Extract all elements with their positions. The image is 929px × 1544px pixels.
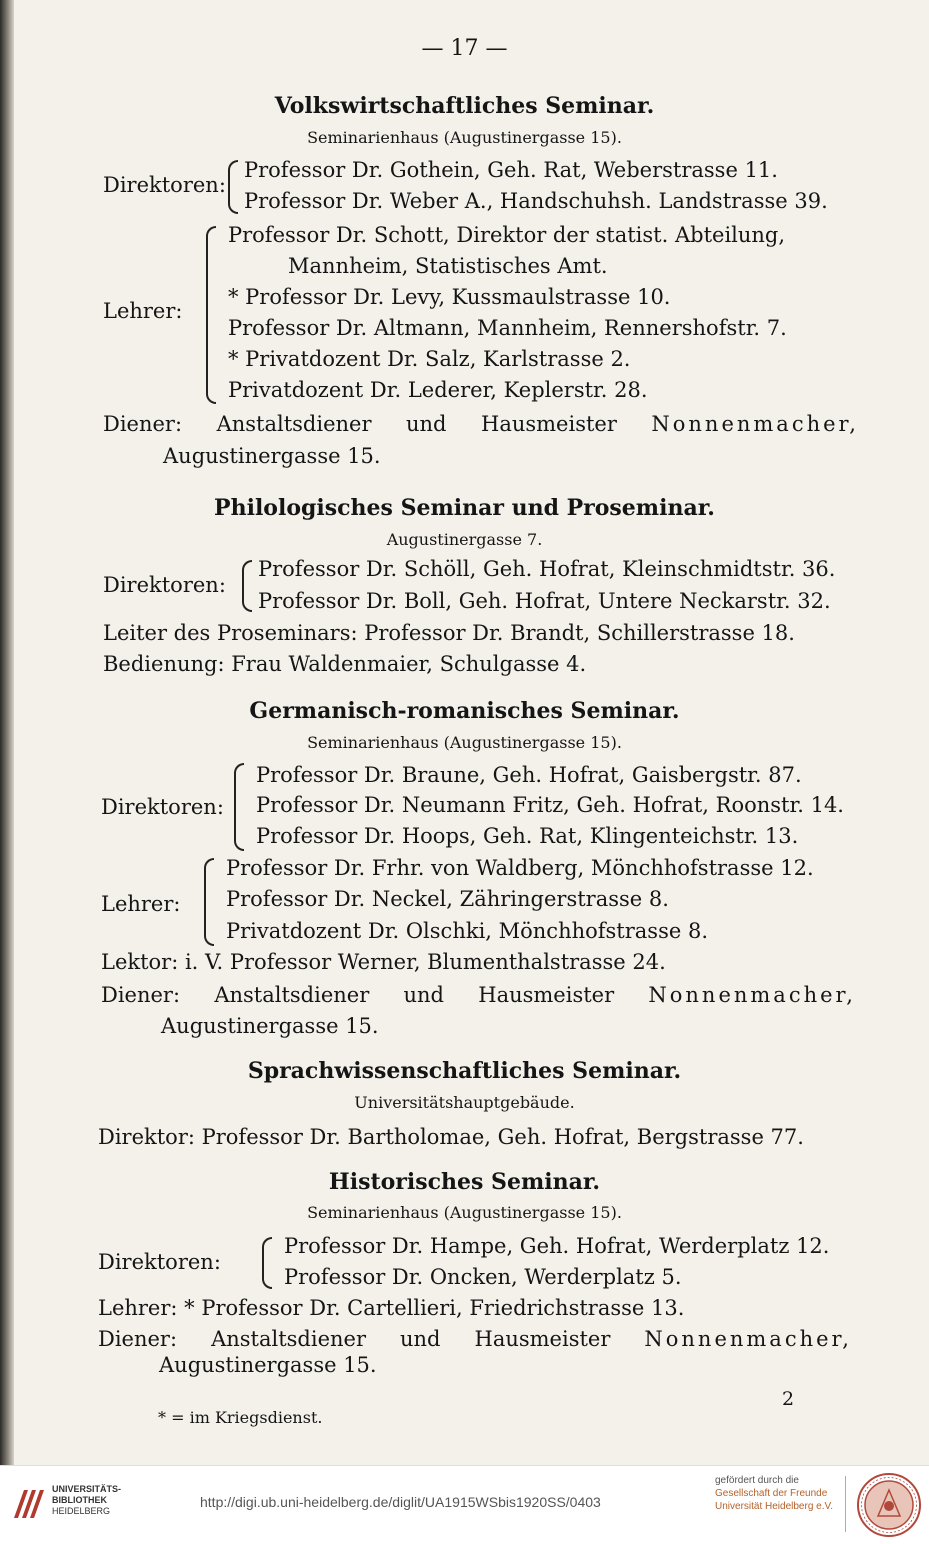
diener-word: Anstaltsdiener	[211, 1327, 366, 1351]
bedienung-line: Bedienung: Frau Waldenmaier, Schulgasse 4.	[103, 652, 587, 676]
lehrer-entry: * Privatdozent Dr. Salz, Karlstrasse 2.	[228, 347, 631, 371]
direktoren-label: Direktoren:	[101, 795, 224, 819]
section-location: Universitätshauptgebäude.	[354, 1093, 575, 1112]
diener-word: Diener:	[101, 983, 181, 1007]
section-title: Volkswirtschaftliches Seminar.	[274, 93, 655, 119]
library-name-line: UNIVERSITÄTS-	[52, 1484, 122, 1494]
brace	[204, 858, 214, 946]
signature-mark: 2	[782, 1388, 795, 1410]
lehrer-entry: Professor Dr. Neckel, Zähringerstrasse 8.	[226, 887, 669, 911]
section-location: Seminarienhaus (Augustinergasse 15).	[307, 1203, 622, 1222]
direktor-entry: Professor Dr. Neumann Fritz, Geh. Hofrat, Roonstr. 14.	[256, 793, 844, 817]
lehrer-entry: Privatdozent Dr. Lederer, Keplerstr. 28.	[228, 378, 648, 402]
leiter-line: Leiter des Proseminars: Professor Dr. Brandt, Schillerstrasse 18.	[103, 621, 795, 645]
section-title: Historisches Seminar.	[328, 1169, 601, 1195]
direktor-entry: Professor Dr. Hoops, Geh. Rat, Klingenteichstr. 13.	[256, 824, 799, 848]
diener-word: Hausmeister	[481, 412, 617, 436]
sponsor-label: gefördert durch die	[715, 1475, 799, 1486]
diener-line	[101, 982, 856, 1008]
brace	[242, 560, 252, 612]
lehrer-entry: Mannheim, Statistisches Amt.	[288, 254, 608, 278]
direktor-entry: Professor Dr. Schöll, Geh. Hofrat, Kleinschmidtstr. 36.	[258, 557, 836, 581]
diener-word: und	[403, 983, 444, 1007]
brace	[228, 160, 238, 214]
direktor-entry: Professor Dr. Braune, Geh. Hofrat, Gaisbergstr. 87.	[256, 763, 802, 787]
direktor-entry: Professor Dr. Gothein, Geh. Rat, Weberstrasse 11.	[244, 158, 778, 182]
lehrer-entry: Privatdozent Dr. Olschki, Mönchhofstrasse 8.	[226, 919, 708, 943]
lehrer-entry: Professor Dr. Schott, Direktor der statist. Abteilung,	[228, 223, 786, 247]
diener-line	[103, 411, 859, 437]
direktoren-label: Direktoren:	[103, 173, 226, 197]
diener-word: und	[406, 412, 447, 436]
direktor-entry: Professor Dr. Oncken, Werderplatz 5.	[284, 1265, 682, 1289]
diener-continuation: Augustinergasse 15.	[163, 444, 381, 468]
direktoren-label: Direktoren:	[98, 1250, 221, 1274]
brace	[206, 226, 216, 404]
library-name-line: BIBLIOTHEK	[52, 1495, 107, 1505]
diener-word: Diener:	[103, 412, 183, 436]
sponsor-name: Universität Heidelberg e.V.	[715, 1501, 834, 1512]
digitization-footer	[0, 1465, 929, 1544]
direktor-entry: Professor Dr. Boll, Geh. Hofrat, Untere Neckarstr. 32.	[258, 589, 831, 613]
diener-word: Hausmeister	[474, 1327, 611, 1351]
library-name	[52, 1484, 121, 1517]
section-title: Sprachwissenschaftliches Seminar.	[247, 1058, 682, 1084]
lehrer-line: Lehrer: * Professor Dr. Cartellieri, Friedrichstrasse 13.	[98, 1296, 685, 1320]
source-url-link[interactable]: http://digi.ub.uni-heidelberg.de/diglit/UA1915WSbis1920SS/0403	[200, 1494, 601, 1510]
lehrer-label: Lehrer:	[103, 299, 183, 323]
brace	[262, 1237, 272, 1289]
diener-line	[98, 1326, 852, 1352]
lehrer-label: Lehrer:	[101, 892, 181, 916]
section-location: Seminarienhaus (Augustinergasse 15).	[307, 128, 622, 147]
section-location: Seminarienhaus (Augustinergasse 15).	[307, 733, 622, 752]
university-seal-icon	[856, 1472, 922, 1538]
library-logo-icon	[10, 1486, 46, 1522]
lektor-line: Lektor: i. V. Professor Werner, Blumenthalstrasse 24.	[101, 950, 666, 974]
page-number: — 17 —	[421, 36, 508, 61]
section-title: Philologisches Seminar und Proseminar.	[214, 495, 715, 521]
diener-word: Diener:	[98, 1327, 178, 1351]
direktoren-label: Direktoren:	[103, 573, 226, 597]
lehrer-entry: Professor Dr. Frhr. von Waldberg, Mönchhofstrasse 12.	[226, 856, 814, 880]
diener-continuation: Augustinergasse 15.	[161, 1014, 379, 1038]
divider	[845, 1476, 846, 1532]
library-name-line: HEIDELBERG	[52, 1506, 111, 1516]
diener-word: Nonnenmacher,	[648, 983, 856, 1007]
direktor-line: Direktor: Professor Dr. Bartholomae, Geh. Hofrat, Bergstrasse 77.	[98, 1125, 804, 1149]
footnote: * = im Kriegsdienst.	[158, 1408, 323, 1427]
diener-word: und	[400, 1327, 441, 1351]
lehrer-entry: * Professor Dr. Levy, Kussmaulstrasse 10.	[228, 285, 671, 309]
diener-word: Hausmeister	[478, 983, 615, 1007]
diener-word: Nonnenmacher,	[651, 412, 859, 436]
brace	[234, 763, 244, 851]
diener-word: Anstaltsdiener	[216, 412, 372, 436]
sponsor-block	[715, 1474, 833, 1513]
diener-continuation: Augustinergasse 15.	[159, 1353, 377, 1377]
diener-word: Nonnenmacher,	[644, 1327, 852, 1351]
section-title: Germanisch-romanisches Seminar.	[249, 698, 680, 724]
sponsor-name: Gesellschaft der Freunde	[715, 1488, 828, 1499]
lehrer-entry: Professor Dr. Altmann, Mannheim, Rennershofstr. 7.	[228, 316, 787, 340]
diener-word: Anstaltsdiener	[214, 983, 370, 1007]
direktor-entry: Professor Dr. Weber A., Handschuhsh. Landstrasse 39.	[244, 189, 828, 213]
section-location: Augustinergasse 7.	[386, 530, 543, 549]
direktor-entry: Professor Dr. Hampe, Geh. Hofrat, Werderplatz 12.	[284, 1234, 830, 1258]
